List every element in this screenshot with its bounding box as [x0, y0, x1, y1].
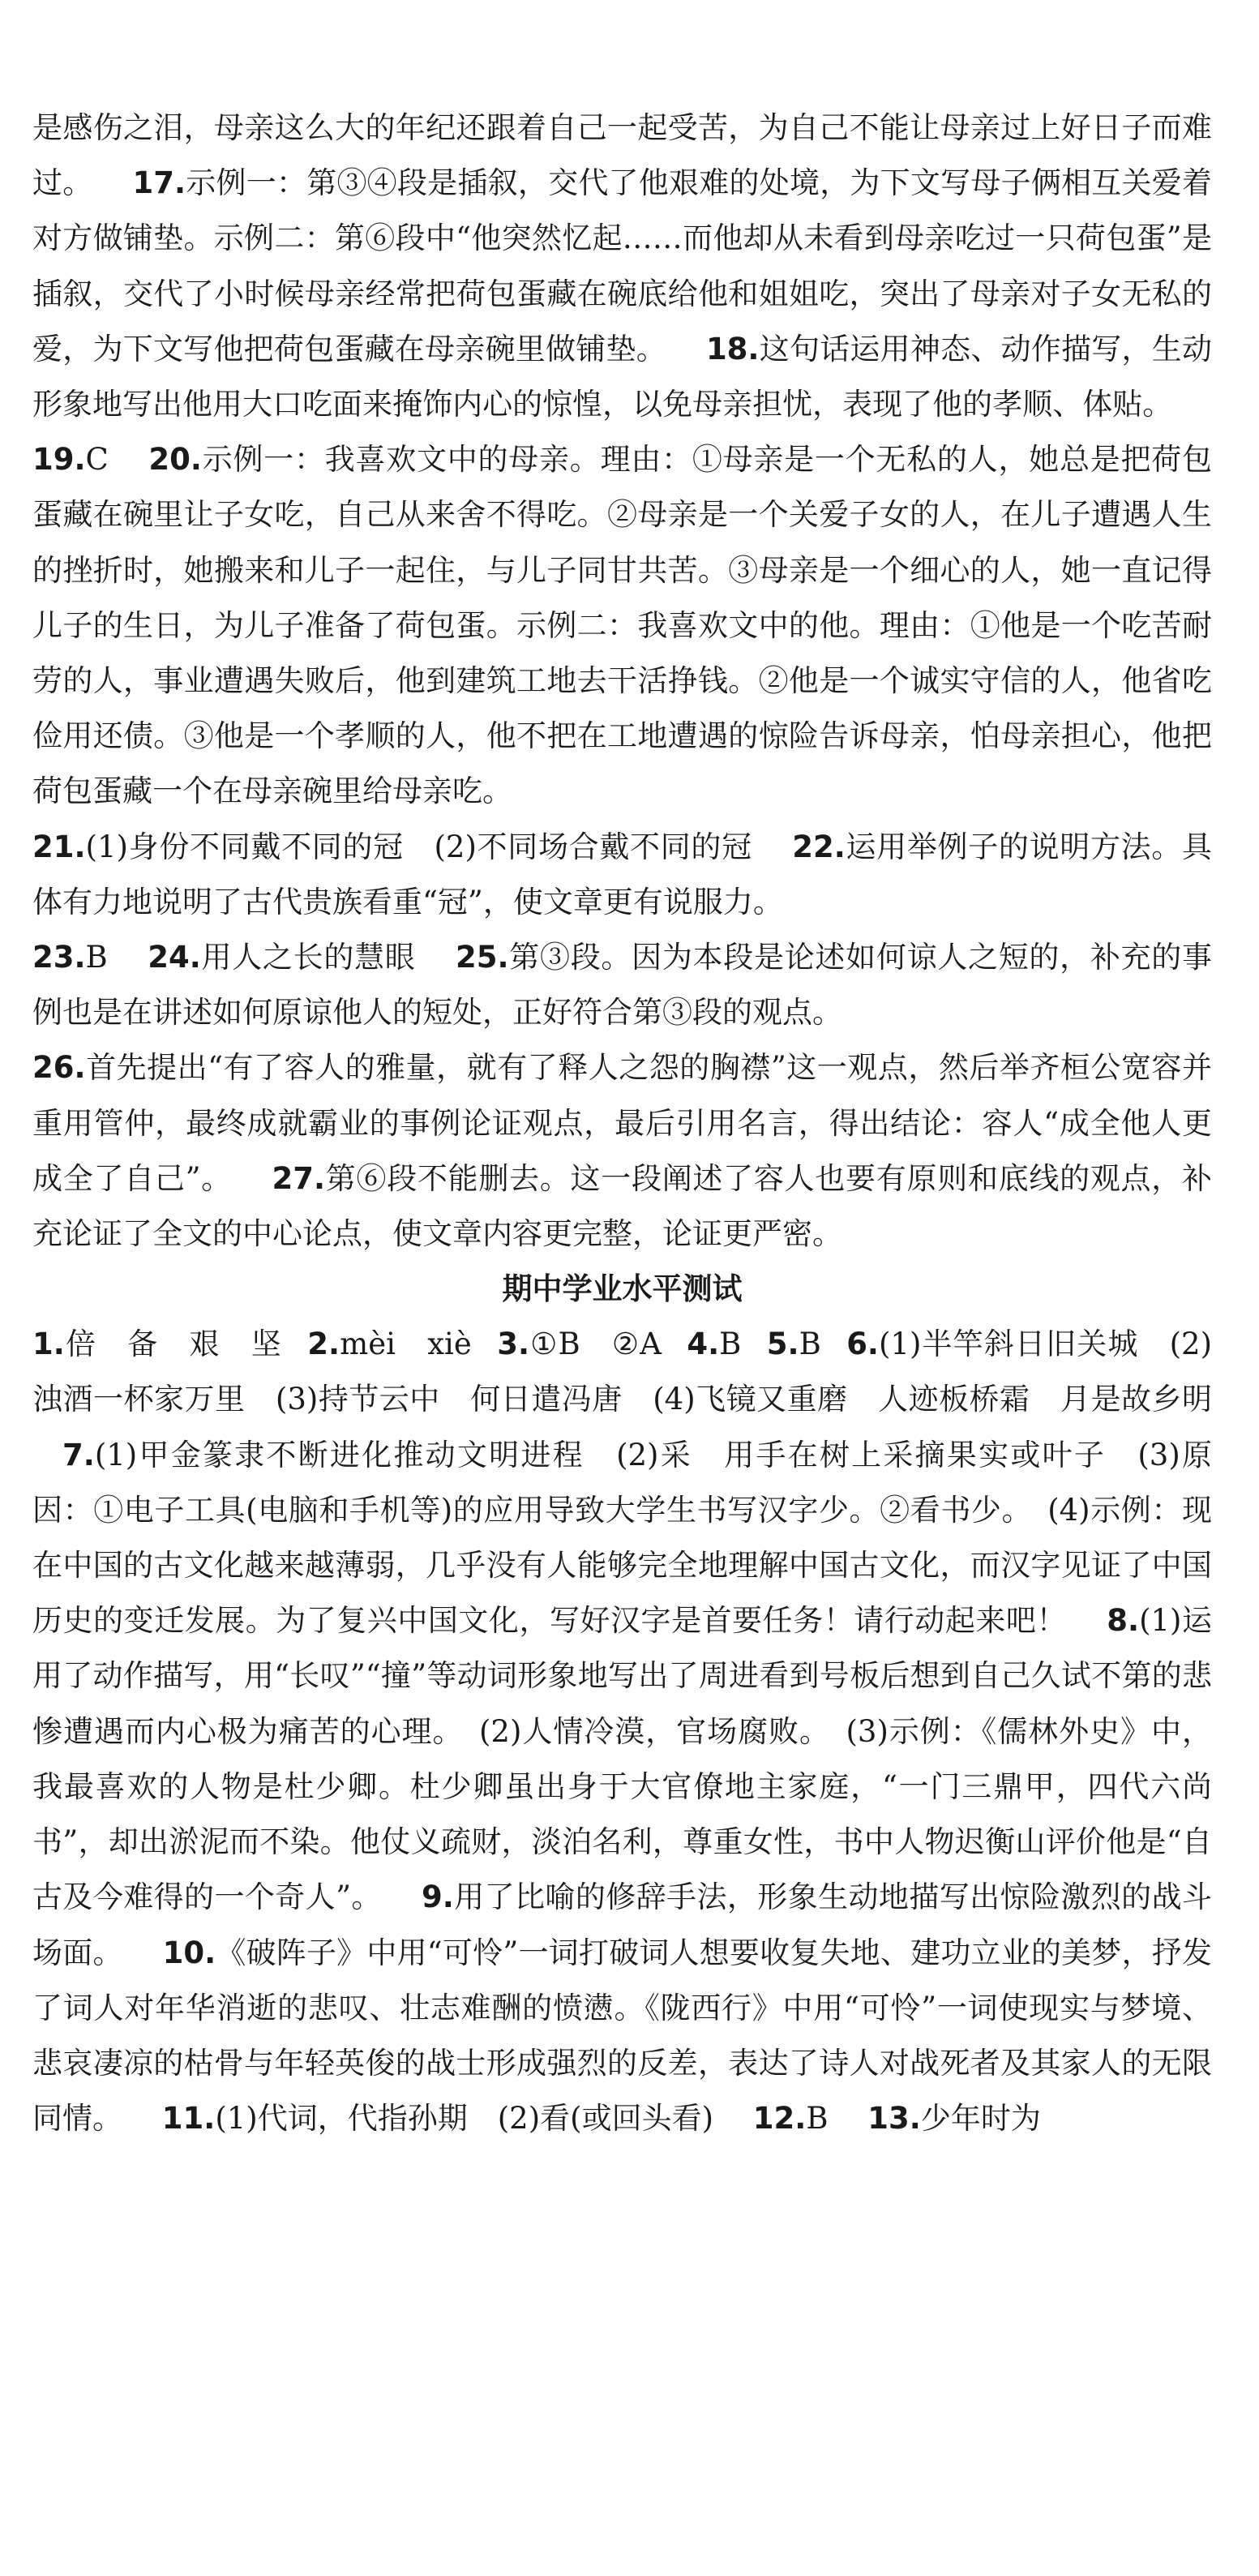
answer-25: 第③段。因为本段是论述如何谅人之短的，补充的事例也是在讲述如何原谅他人的短处，正好符合第③段的观点。 [32, 940, 1213, 1031]
m5-number: 5. [766, 1327, 799, 1362]
m1-answer: 倍 备 艰 坚 [64, 1327, 282, 1362]
m2-number: 2. [307, 1327, 340, 1362]
m6-number: 6. [846, 1327, 879, 1362]
m6-answer: (1)半竿斜日旧关城 (2)浊酒一杯家万里 (3)持节云中 何日遣冯唐 (4)飞镜又重磨 人迹板桥霜 月是故乡明 [32, 1327, 1213, 1417]
m9-number: 9. [421, 1879, 454, 1915]
answers-21-22 [32, 820, 1212, 930]
q23-number: 23. [32, 940, 86, 975]
m4-answer: B [719, 1327, 742, 1362]
m12-answer: B [806, 2101, 829, 2137]
m8-answer: (1)运用了动作描写，用“长叹”“撞”等动词形象地写出了周进看到号板后想到自己久试不第的悲惨遭遇而内心极为痛苦的心理。 (2)人情冷漠，官场腐败。 (3)示例：《儒林外史》中，我最喜欢的人物是杜少卿。杜少卿虽出身于大官僚地主家庭，“一门三鼎甲，四代六尚书”，却出淤泥而不染。他仗义疏财，淡泊名利，尊重女性，书中人物迟衡山评价他是“自古及今难得的一个奇人”。 [32, 1603, 1213, 1915]
q22-number: 22. [792, 829, 846, 864]
answers-26-27 [32, 1040, 1212, 1262]
m7-answer: (1)甲金篆隶不断进化推动文明进程 (2)采 用手在树上采摘果实或叶子 (3)原因：①电子工具(电脑和手机等)的应用导致大学生书写汉字少。②看书少。 (4)示例：现在中国的古文化越来越薄弱，几乎没有人能够完全地理解中国古文化，而汉字见证了中国历史的变迁发展。为了复兴中国文化，写好汉字是首要任务！请行动起来吧！ [32, 1437, 1212, 1639]
answer-18: 这句话运用神态、动作描写，生动形象地写出他用大口吃面来掩饰内心的惊惶，以免母亲担忧，表现了他的孝顺、体贴。 [32, 331, 1213, 422]
m5-answer: B [799, 1327, 821, 1362]
m11-number: 11. [161, 2101, 216, 2137]
answer-26: 首先提出“有了容人的雅量，就有了释人之怨的胸襟”这一观点，然后举齐桓公宽容并重用管仲，最终成就霸业的事例论证观点，最后引用名言，得出结论：容人“成全他人更成全了自己”。 [32, 1050, 1212, 1196]
q18-number: 18. [705, 331, 760, 366]
q25-number: 25. [456, 940, 509, 975]
answer-21: (1)身份不同戴不同的冠 (2)不同场合戴不同的冠 [85, 829, 752, 864]
m9-answer: 用了比喻的修辞手法，形象生动地描写出惊险激烈的战斗场面。 [32, 1879, 1212, 1970]
m10-answer: 《破阵子》中用“可怜”一词打破词人想要收复失地、建功立业的美梦，抒发了词人对年华消逝的悲叹、壮志难酬的愤懑。《陇西行》中用“可怜”一词使现实与梦境、悲哀凄凉的枯骨与年轻英俊的战士形成强烈的反差，表达了诗人对战死者及其家人的无限同情。 [32, 1935, 1212, 2137]
answer-27: 第⑥段不能删去。这一段阐述了容人也要有原则和底线的观点，补充论证了全文的中心论点，使文章内容更完整，论证更严密。 [32, 1160, 1213, 1252]
m11-answer: (1)代词，代指孙期 (2)看(或回头看) [215, 2101, 714, 2137]
answer-20: 示例一：我喜欢文中的母亲。理由：①母亲是一个无私的人，她总是把荷包蛋藏在碗里让子女吃，自己从来舍不得吃。②母亲是一个关爱子女的人，在儿子遭遇人生的挫折时，她搬来和儿子一起住，与儿子同甘共苦。③母亲是一个细心的人，她一直记得儿子的生日，为儿子准备了荷包蛋。示例二：我喜欢文中的他。理由：①他是一个吃苦耐劳的人，事业遭遇失败后，他到建筑工地去干活挣钱。②他是一个诚实守信的人，他省吃俭用还债。③他是一个孝顺的人，他不把在工地遭遇的惊险告诉母亲，怕母亲担心，他把荷包蛋藏一个在母亲碗里给母亲吃。 [32, 442, 1213, 809]
m3-number: 3. [497, 1327, 530, 1362]
q26-number: 26. [32, 1050, 86, 1086]
answer-17: 示例一：第③④段是插叙，交代了他艰难的处境，为下文写母子俩相互关爱着对方做铺垫。示例二：第⑥段中“他突然忆起……而他却从未看到母亲吃过一只荷包蛋”是插叙，交代了小时候母亲经常把荷包蛋藏在碗底给他和姐姐吃，突出了母亲对子女无私的爱，为下文写他把荷包蛋藏在母亲碗里做铺垫。 [32, 165, 1213, 366]
answer-16-tail: 是感伤之泪，母亲这么大的年纪还跟着自己一起受苦，为自己不能让母亲过上好日子而难过。 [32, 110, 1212, 201]
m7-number: 7. [62, 1437, 95, 1472]
m4-number: 4. [687, 1327, 720, 1362]
answers-23-25 [32, 930, 1212, 1040]
m2-answer: mèi xiè [340, 1327, 472, 1362]
q19-number: 19. [32, 442, 86, 478]
q21-number: 21. [32, 829, 86, 864]
section-title: 期中学业水平测试 [502, 1271, 743, 1307]
answer-24: 用人之长的慧眼 [200, 940, 416, 975]
answers-16-20 [32, 101, 1212, 820]
q24-number: 24. [148, 940, 201, 975]
m13-answer: 少年时为 [920, 2101, 1041, 2137]
q17-number: 17. [132, 165, 186, 201]
m12-number: 12. [752, 2101, 807, 2137]
m3-answer: ①B ②A [529, 1327, 662, 1362]
midterm-answers [32, 1317, 1212, 2146]
q20-number: 20. [148, 442, 202, 478]
m1-number: 1. [32, 1327, 65, 1362]
answer-19: C [85, 442, 109, 478]
m13-number: 13. [867, 2101, 921, 2137]
q27-number: 27. [272, 1160, 326, 1196]
answer-22: 运用举例子的说明方法。具体有力地说明了古代贵族看重“冠”，使文章更有说服力。 [32, 829, 1213, 919]
m8-number: 8. [1107, 1603, 1140, 1639]
m10-number: 10. [162, 1935, 216, 1970]
answer-23: B [85, 940, 108, 975]
